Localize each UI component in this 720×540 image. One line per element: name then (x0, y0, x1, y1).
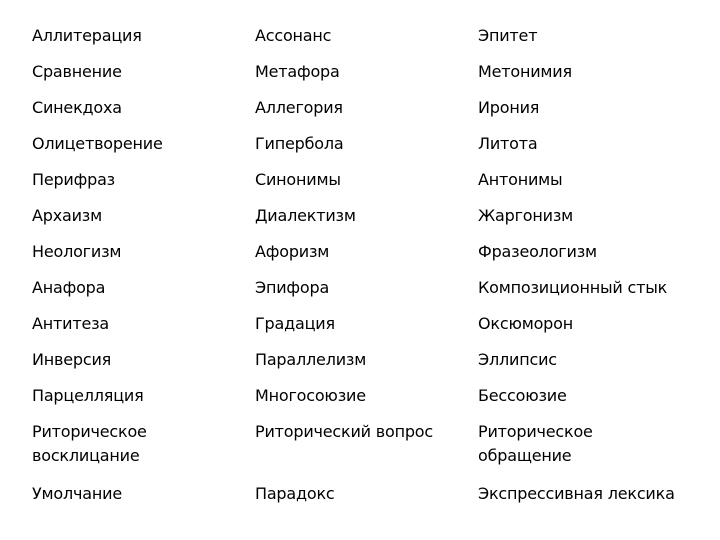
term-cell: Оксюморон (478, 314, 573, 333)
term-cell: Аллитерация (32, 26, 142, 45)
table-row (0, 420, 720, 470)
term-cell: Метонимия (478, 62, 572, 81)
term-cell: Бессоюзие (478, 386, 567, 405)
term-cell: Риторический вопрос (255, 422, 433, 441)
term-cell: Композиционный стык (478, 278, 668, 297)
term-cell: Умолчание (32, 484, 122, 503)
term-cell: Эпифора (255, 278, 330, 297)
term-cell: Жаргонизм (478, 206, 574, 225)
term-cell: Перифраз (32, 170, 115, 189)
term-cell: Антонимы (478, 170, 563, 189)
table-row (0, 312, 720, 342)
term-cell: Синонимы (255, 170, 341, 189)
table-row (0, 60, 720, 90)
term-cell: Олицетворение (32, 134, 163, 153)
term-cell: Анафора (32, 278, 106, 297)
term-cell: Неологизм (32, 242, 122, 261)
term-line: Риторическое (478, 422, 593, 441)
table-row (0, 132, 720, 162)
table-row (0, 384, 720, 414)
term-cell: Экспрессивная лексика (478, 484, 675, 503)
table-row (0, 240, 720, 270)
table-row (0, 482, 720, 512)
term-cell: Инверсия (32, 350, 112, 369)
term-cell: Ирония (478, 98, 540, 117)
term-cell: Архаизм (32, 206, 102, 225)
term-cell: Сравнение (32, 62, 122, 81)
term-cell: Литота (478, 134, 538, 153)
term-cell: Парцелляция (32, 386, 144, 405)
term-cell (478, 420, 714, 468)
term-cell: Синекдоха (32, 98, 122, 117)
term-line: Риторическое (32, 422, 147, 441)
term-cell: Антитеза (32, 314, 110, 333)
table-row (0, 96, 720, 126)
term-cell: Градация (255, 314, 335, 333)
term-cell: Афоризм (255, 242, 330, 261)
term-cell: Диалектизм (255, 206, 356, 225)
table-row (0, 348, 720, 378)
term-cell: Парадокс (255, 484, 335, 503)
table-row (0, 24, 720, 54)
term-line: восклицание (32, 446, 140, 465)
table-row (0, 168, 720, 198)
table-row (0, 204, 720, 234)
term-cell: Эллипсис (478, 350, 557, 369)
term-cell: Параллелизм (255, 350, 367, 369)
term-cell: Многосоюзие (255, 386, 366, 405)
term-cell: Гипербола (255, 134, 344, 153)
term-line: обращение (478, 446, 572, 465)
term-cell: Аллегория (255, 98, 343, 117)
term-cell (32, 420, 244, 468)
term-cell: Эпитет (478, 26, 538, 45)
term-cell: Ассонанс (255, 26, 332, 45)
term-cell: Метафора (255, 62, 340, 81)
table-row (0, 276, 720, 306)
term-cell: Фразеологизм (478, 242, 597, 261)
